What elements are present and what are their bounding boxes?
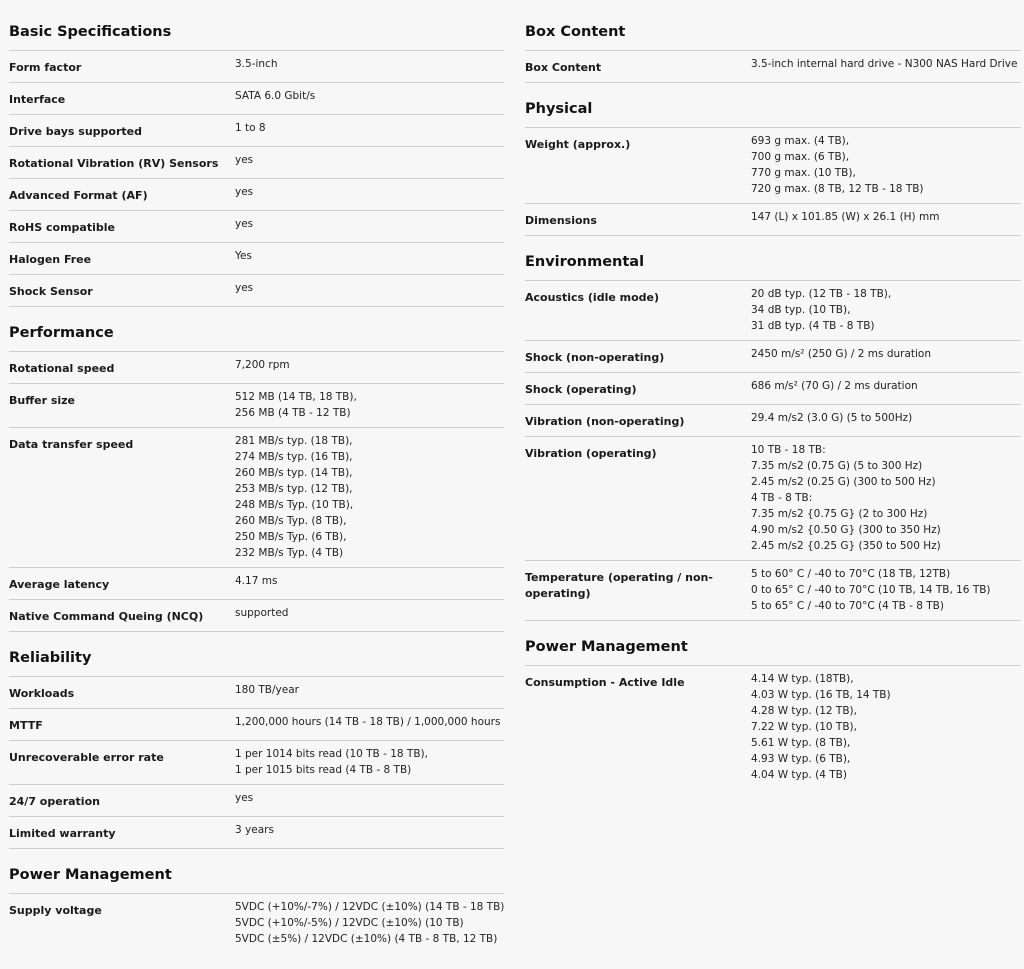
- spec-section-power-management: [525, 637, 1021, 789]
- spec-value: [235, 216, 504, 236]
- spec-value-line: 4.17 ms: [235, 575, 278, 587]
- spec-label: Shock Sensor: [9, 285, 93, 298]
- spec-value-line: 34 dB typ. (10 TB),: [751, 304, 851, 316]
- spec-row-vibration-non-operating: [525, 405, 1021, 437]
- spec-value-line: 260 MB/s typ. (14 TB),: [235, 467, 353, 479]
- spec-value-line: 770 g max. (10 TB),: [751, 167, 856, 179]
- spec-value-line: 31 dB typ. (4 TB - 8 TB): [751, 320, 875, 332]
- spec-value: [235, 573, 504, 593]
- spec-value: [235, 899, 504, 947]
- spec-value-line: 250 MB/s Typ. (6 TB),: [235, 531, 347, 543]
- spec-value-line: 2450 m/s² (250 G) / 2 ms duration: [751, 348, 932, 360]
- spec-value: [235, 120, 504, 140]
- spec-value: [751, 346, 1021, 366]
- spec-value: [751, 566, 1021, 614]
- spec-row-vibration-operating: [525, 437, 1021, 561]
- spec-label: Form factor: [9, 61, 82, 74]
- spec-value-line: 3.5-inch internal hard drive - N300 NAS Hard Drive: [751, 58, 1018, 70]
- spec-table: [9, 351, 504, 632]
- spec-value-line: 7.35 m/s2 {0.75 G} (2 to 300 Hz): [751, 508, 928, 520]
- spec-row-shock-operating: [525, 373, 1021, 405]
- spec-label: Native Command Queing (NCQ): [9, 610, 204, 623]
- spec-value: [235, 280, 504, 300]
- spec-value: [751, 209, 1021, 229]
- section-title: Basic Specifications: [9, 24, 172, 40]
- spec-value-line: 4.04 W typ. (4 TB): [751, 769, 847, 781]
- spec-value-line: 0 to 65° C / -40 to 70°C (10 TB, 14 TB, 16 TB): [751, 584, 991, 596]
- spec-row-rohs-compatible: [9, 211, 504, 243]
- spec-value: [235, 682, 504, 702]
- spec-label: Temperature (operating / non-operating): [525, 571, 713, 600]
- spec-label: Supply voltage: [9, 904, 102, 917]
- spec-row-mttf: [9, 709, 504, 741]
- spec-label: Vibration (non-operating): [525, 415, 685, 428]
- section-title: Power Management: [525, 639, 688, 655]
- spec-label: Rotational Vibration (RV) Sensors: [9, 157, 219, 170]
- spec-table: [525, 50, 1021, 83]
- spec-label: Interface: [9, 93, 66, 106]
- spec-value-line: 4.28 W typ. (12 TB),: [751, 705, 857, 717]
- spec-row-buffer-size: [9, 384, 504, 428]
- spec-value-line: 4.03 W typ. (16 TB, 14 TB): [751, 689, 891, 701]
- spec-value-line: 7,200 rpm: [235, 359, 290, 371]
- spec-section-basic-specifications: [9, 22, 504, 307]
- spec-label: Consumption - Active Idle: [525, 676, 685, 689]
- spec-value: [235, 248, 504, 268]
- spec-label: RoHS compatible: [9, 221, 115, 234]
- spec-value-line: yes: [235, 154, 254, 166]
- spec-value: [235, 433, 504, 561]
- spec-value-line: yes: [235, 186, 254, 198]
- spec-value-line: 686 m/s² (70 G) / 2 ms duration: [751, 380, 918, 392]
- spec-value-line: 180 TB/year: [235, 684, 299, 696]
- spec-table: [9, 50, 504, 307]
- spec-value-line: 147 (L) x 101.85 (W) x 26.1 (H) mm: [751, 211, 940, 223]
- spec-value-line: 512 MB (14 TB, 18 TB),: [235, 391, 357, 403]
- spec-value-line: 281 MB/s typ. (18 TB),: [235, 435, 353, 447]
- spec-value: [235, 714, 504, 734]
- spec-value-line: 5VDC (+10%/-7%) / 12VDC (±10%) (14 TB - 18 TB): [235, 901, 505, 913]
- spec-row-supply-voltage: [9, 894, 504, 953]
- spec-label: Unrecoverable error rate: [9, 751, 164, 764]
- section-title: Environmental: [525, 254, 645, 270]
- spec-row-native-command-queing-ncq: [9, 600, 504, 632]
- spec-value: [235, 389, 504, 421]
- spec-row-24-7-operation: [9, 785, 504, 817]
- section-title: Reliability: [9, 650, 92, 666]
- spec-value: [751, 671, 1021, 783]
- spec-value-line: 3 years: [235, 824, 274, 836]
- spec-value: [751, 56, 1021, 76]
- spec-label: Drive bays supported: [9, 125, 142, 138]
- spec-label: Box Content: [525, 61, 602, 74]
- spec-table: [9, 893, 504, 953]
- spec-row-advanced-format-af: [9, 179, 504, 211]
- spec-row-weight-approx: [525, 128, 1021, 204]
- spec-label: Shock (operating): [525, 383, 637, 396]
- spec-value: [235, 357, 504, 377]
- spec-value: [235, 88, 504, 108]
- spec-value-line: 4.93 W typ. (6 TB),: [751, 753, 851, 765]
- spec-row-acoustics-idle-mode: [525, 281, 1021, 341]
- spec-label: Limited warranty: [9, 827, 116, 840]
- spec-value-line: 2.45 m/s2 {0.25 G} (350 to 500 Hz): [751, 540, 941, 552]
- spec-value: [235, 746, 504, 778]
- spec-value: [751, 133, 1021, 197]
- spec-label: Rotational speed: [9, 362, 115, 375]
- spec-label: Vibration (operating): [525, 447, 657, 460]
- spec-row-box-content: [525, 51, 1021, 83]
- spec-label: Halogen Free: [9, 253, 92, 266]
- spec-value-line: 20 dB typ. (12 TB - 18 TB),: [751, 288, 892, 300]
- spec-value-line: 256 MB (4 TB - 12 TB): [235, 407, 351, 419]
- spec-row-data-transfer-speed: [9, 428, 504, 568]
- spec-value-line: 693 g max. (4 TB),: [751, 135, 850, 147]
- spec-label: Average latency: [9, 578, 110, 591]
- spec-section-power-management: [9, 865, 504, 953]
- spec-value: [751, 286, 1021, 334]
- spec-value-line: 4 TB - 8 TB:: [751, 492, 813, 504]
- spec-value: [235, 152, 504, 172]
- spec-value-line: yes: [235, 792, 254, 804]
- spec-row-consumption-active-idle: [525, 666, 1021, 789]
- spec-table: [525, 127, 1021, 236]
- spec-value: [235, 184, 504, 204]
- spec-section-box-content: [525, 22, 1021, 83]
- spec-value: [235, 790, 504, 810]
- spec-value-line: 4.90 m/s2 {0.50 G} (300 to 350 Hz): [751, 524, 941, 536]
- spec-value: [751, 442, 1021, 554]
- spec-row-temperature-operating-non-operating: [525, 561, 1021, 621]
- spec-value-line: 248 MB/s Typ. (10 TB),: [235, 499, 354, 511]
- spec-value-line: 5.61 W typ. (8 TB),: [751, 737, 851, 749]
- spec-section-performance: [9, 323, 504, 632]
- spec-value-line: supported: [235, 607, 289, 619]
- spec-value: [235, 822, 504, 842]
- spec-value-line: 7.35 m/s2 (0.75 G) (5 to 300 Hz): [751, 460, 923, 472]
- spec-table: [525, 280, 1021, 621]
- spec-row-shock-sensor: [9, 275, 504, 307]
- spec-row-workloads: [9, 677, 504, 709]
- spec-label: Shock (non-operating): [525, 351, 665, 364]
- spec-label: 24/7 operation: [9, 795, 100, 808]
- right-spec-column: [525, 22, 1021, 805]
- spec-row-rotational-vibration-rv-sensors: [9, 147, 504, 179]
- spec-value-line: 274 MB/s typ. (16 TB),: [235, 451, 353, 463]
- spec-label: Acoustics (idle mode): [525, 291, 660, 304]
- spec-row-interface: [9, 83, 504, 115]
- spec-row-shock-non-operating: [525, 341, 1021, 373]
- spec-value: [751, 378, 1021, 398]
- spec-section-environmental: [525, 252, 1021, 621]
- spec-label: Advanced Format (AF): [9, 189, 148, 202]
- left-spec-column: [9, 22, 504, 969]
- spec-label: Workloads: [9, 687, 75, 700]
- spec-value-line: 5 to 60° C / -40 to 70°C (18 TB, 12TB): [751, 568, 951, 580]
- spec-label: Buffer size: [9, 394, 76, 407]
- spec-value-line: 4.14 W typ. (18TB),: [751, 673, 854, 685]
- spec-value-line: 1 to 8: [235, 122, 266, 134]
- section-title: Performance: [9, 325, 114, 341]
- spec-value: [751, 410, 1021, 430]
- spec-label: Dimensions: [525, 214, 597, 227]
- spec-value-line: 1 per 1014 bits read (10 TB - 18 TB),: [235, 748, 428, 760]
- spec-row-form-factor: [9, 51, 504, 83]
- spec-value-line: 29.4 m/s2 (3.0 G) (5 to 500Hz): [751, 412, 913, 424]
- spec-row-average-latency: [9, 568, 504, 600]
- spec-value-line: 7.22 W typ. (10 TB),: [751, 721, 857, 733]
- spec-row-halogen-free: [9, 243, 504, 275]
- spec-value-line: yes: [235, 282, 254, 294]
- spec-value-line: 2.45 m/s2 (0.25 G) (300 to 500 Hz): [751, 476, 936, 488]
- spec-value-line: 5VDC (±5%) / 12VDC (±10%) (4 TB - 8 TB, 12 TB): [235, 933, 498, 945]
- spec-row-dimensions: [525, 204, 1021, 236]
- section-title: Physical: [525, 101, 593, 117]
- spec-row-limited-warranty: [9, 817, 504, 849]
- spec-value: [235, 605, 504, 625]
- spec-section-reliability: [9, 648, 504, 849]
- spec-label: Weight (approx.): [525, 138, 631, 151]
- spec-row-drive-bays-supported: [9, 115, 504, 147]
- spec-value-line: 3.5-inch: [235, 58, 278, 70]
- spec-value-line: 700 g max. (6 TB),: [751, 151, 850, 163]
- spec-value-line: yes: [235, 218, 254, 230]
- spec-value-line: 5 to 65° C / -40 to 70°C (4 TB - 8 TB): [751, 600, 944, 612]
- spec-value-line: SATA 6.0 Gbit/s: [235, 90, 316, 102]
- spec-table: [9, 676, 504, 849]
- spec-value-line: 10 TB - 18 TB:: [751, 444, 826, 456]
- spec-value-line: 1,200,000 hours (14 TB - 18 TB) / 1,000,000 hours: [235, 716, 501, 728]
- section-title: Power Management: [9, 867, 172, 883]
- section-title: Box Content: [525, 24, 626, 40]
- spec-value-line: 232 MB/s Typ. (4 TB): [235, 547, 344, 559]
- spec-section-physical: [525, 99, 1021, 236]
- spec-row-rotational-speed: [9, 352, 504, 384]
- spec-label: Data transfer speed: [9, 438, 134, 451]
- spec-value-line: 260 MB/s Typ. (8 TB),: [235, 515, 347, 527]
- spec-value: [235, 56, 504, 76]
- spec-row-unrecoverable-error-rate: [9, 741, 504, 785]
- spec-value-line: 5VDC (+10%/-5%) / 12VDC (±10%) (10 TB): [235, 917, 464, 929]
- spec-table: [525, 665, 1021, 789]
- spec-value-line: 720 g max. (8 TB, 12 TB - 18 TB): [751, 183, 924, 195]
- spec-value-line: 253 MB/s typ. (12 TB),: [235, 483, 353, 495]
- spec-label: MTTF: [9, 719, 43, 732]
- spec-value-line: Yes: [235, 250, 252, 262]
- spec-value-line: 1 per 1015 bits read (4 TB - 8 TB): [235, 764, 412, 776]
